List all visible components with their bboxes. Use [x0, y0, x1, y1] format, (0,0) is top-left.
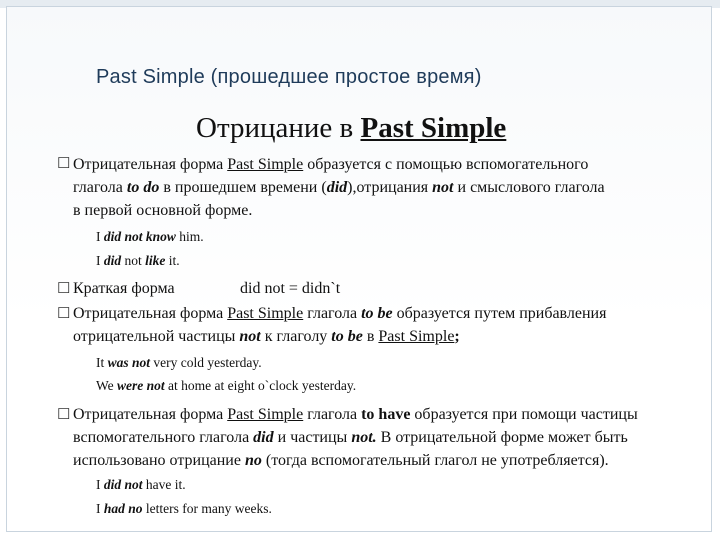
example-2	[96, 253, 180, 269]
ex2-e: it.	[165, 253, 180, 268]
ex5-b: did not	[103, 477, 143, 492]
p3-text-a: Отрицательная форма	[73, 406, 228, 423]
p1-text-c: глагола	[73, 179, 127, 196]
bullet-2: ☐	[57, 281, 71, 297]
bullet-4: ☐	[57, 407, 71, 423]
p1-text-b: образуется с помощью вспомогательного	[303, 156, 589, 173]
title-prefix: Отрицание в	[196, 112, 361, 144]
example-6	[96, 501, 272, 517]
bullet-1: ☐	[57, 156, 71, 172]
p2-text-b: глагола	[303, 305, 362, 322]
ex6-b: had no	[103, 501, 143, 516]
p3-text-f: В отрицательной форме может быть	[376, 429, 628, 446]
short-form-value: did not = didn`t	[240, 280, 341, 297]
p3-past-simple: Past Simple	[227, 406, 304, 423]
ex5-c: have it.	[142, 477, 186, 492]
title-past-simple: Past Simple	[360, 112, 507, 144]
p1-to-do: to do	[126, 179, 160, 196]
p3-text-c: образуется при помощи частицы	[410, 406, 638, 423]
ex2-a: I	[96, 253, 104, 268]
ex3-a: It	[96, 355, 108, 370]
paragraph-3	[73, 403, 703, 472]
bullet-3: ☐	[57, 306, 71, 322]
example-5	[96, 477, 186, 493]
slide-header: Past Simple (прошедшее простое время)	[96, 66, 482, 88]
p1-text-e: ),отрицания	[347, 179, 433, 196]
paragraph-1	[73, 153, 703, 222]
ex2-c: not	[121, 253, 146, 268]
p3-text-g: использовано отрицание	[73, 452, 245, 469]
ex2-b: did	[103, 253, 122, 268]
p3-no: no	[244, 452, 262, 469]
p1-did: did	[326, 179, 348, 196]
ex5-a: I	[96, 477, 104, 492]
p1-text-f: и смыслового глагола	[453, 179, 605, 196]
ex4-c: at home at eight o`clock yesterday.	[164, 378, 357, 393]
p3-text-b: глагола	[303, 406, 362, 423]
ex6-c: letters for many weeks.	[142, 501, 272, 516]
ex4-a: We	[96, 378, 118, 393]
ex3-c: very cold yesterday.	[150, 355, 262, 370]
p1-text-g: в первой основной форме.	[73, 202, 253, 219]
p2-text-a: Отрицательная форма	[73, 305, 228, 322]
example-4	[96, 378, 356, 394]
slide-title	[196, 112, 506, 145]
p1-not: not	[432, 179, 454, 196]
p2-text-g: ;	[454, 328, 460, 345]
p2-past-simple: Past Simple	[227, 305, 304, 322]
p2-to-be: to be	[361, 305, 393, 322]
p2-text-d: отрицательной частицы	[73, 328, 240, 345]
p2-text-c: образуется путем прибавления	[392, 305, 607, 322]
p2-text-e: к глаголу	[260, 328, 332, 345]
p2-past-simple-2: Past Simple	[378, 328, 455, 345]
ex2-d: like	[145, 253, 166, 268]
ex1-b: did not know	[103, 229, 176, 244]
ex1-c: him.	[175, 229, 204, 244]
p1-past-simple: Past Simple	[227, 156, 304, 173]
example-1	[96, 229, 204, 245]
p3-text-e: и частицы	[273, 429, 352, 446]
ex6-a: I	[96, 501, 104, 516]
p3-did: did	[253, 429, 274, 446]
ex4-b: were not	[117, 378, 165, 393]
example-3	[96, 355, 262, 371]
p3-not: not.	[351, 429, 377, 446]
paragraph-2	[73, 302, 703, 348]
ex3-b: was not	[107, 355, 151, 370]
p3-text-d: вспомогательного глагола	[73, 429, 254, 446]
p1-text-d: в прошедшем времени (	[159, 179, 327, 196]
p1-text-a: Отрицательная форма	[73, 156, 228, 173]
p3-text-h: (тогда вспомогательный глагол не употребляется).	[261, 452, 609, 469]
p3-to-have: to have	[361, 406, 411, 423]
short-form-label: Краткая форма	[73, 280, 175, 297]
p2-to-be-2: to be	[331, 328, 363, 345]
ex1-a: I	[96, 229, 104, 244]
p2-text-f: в	[362, 328, 379, 345]
p2-not: not	[239, 328, 261, 345]
